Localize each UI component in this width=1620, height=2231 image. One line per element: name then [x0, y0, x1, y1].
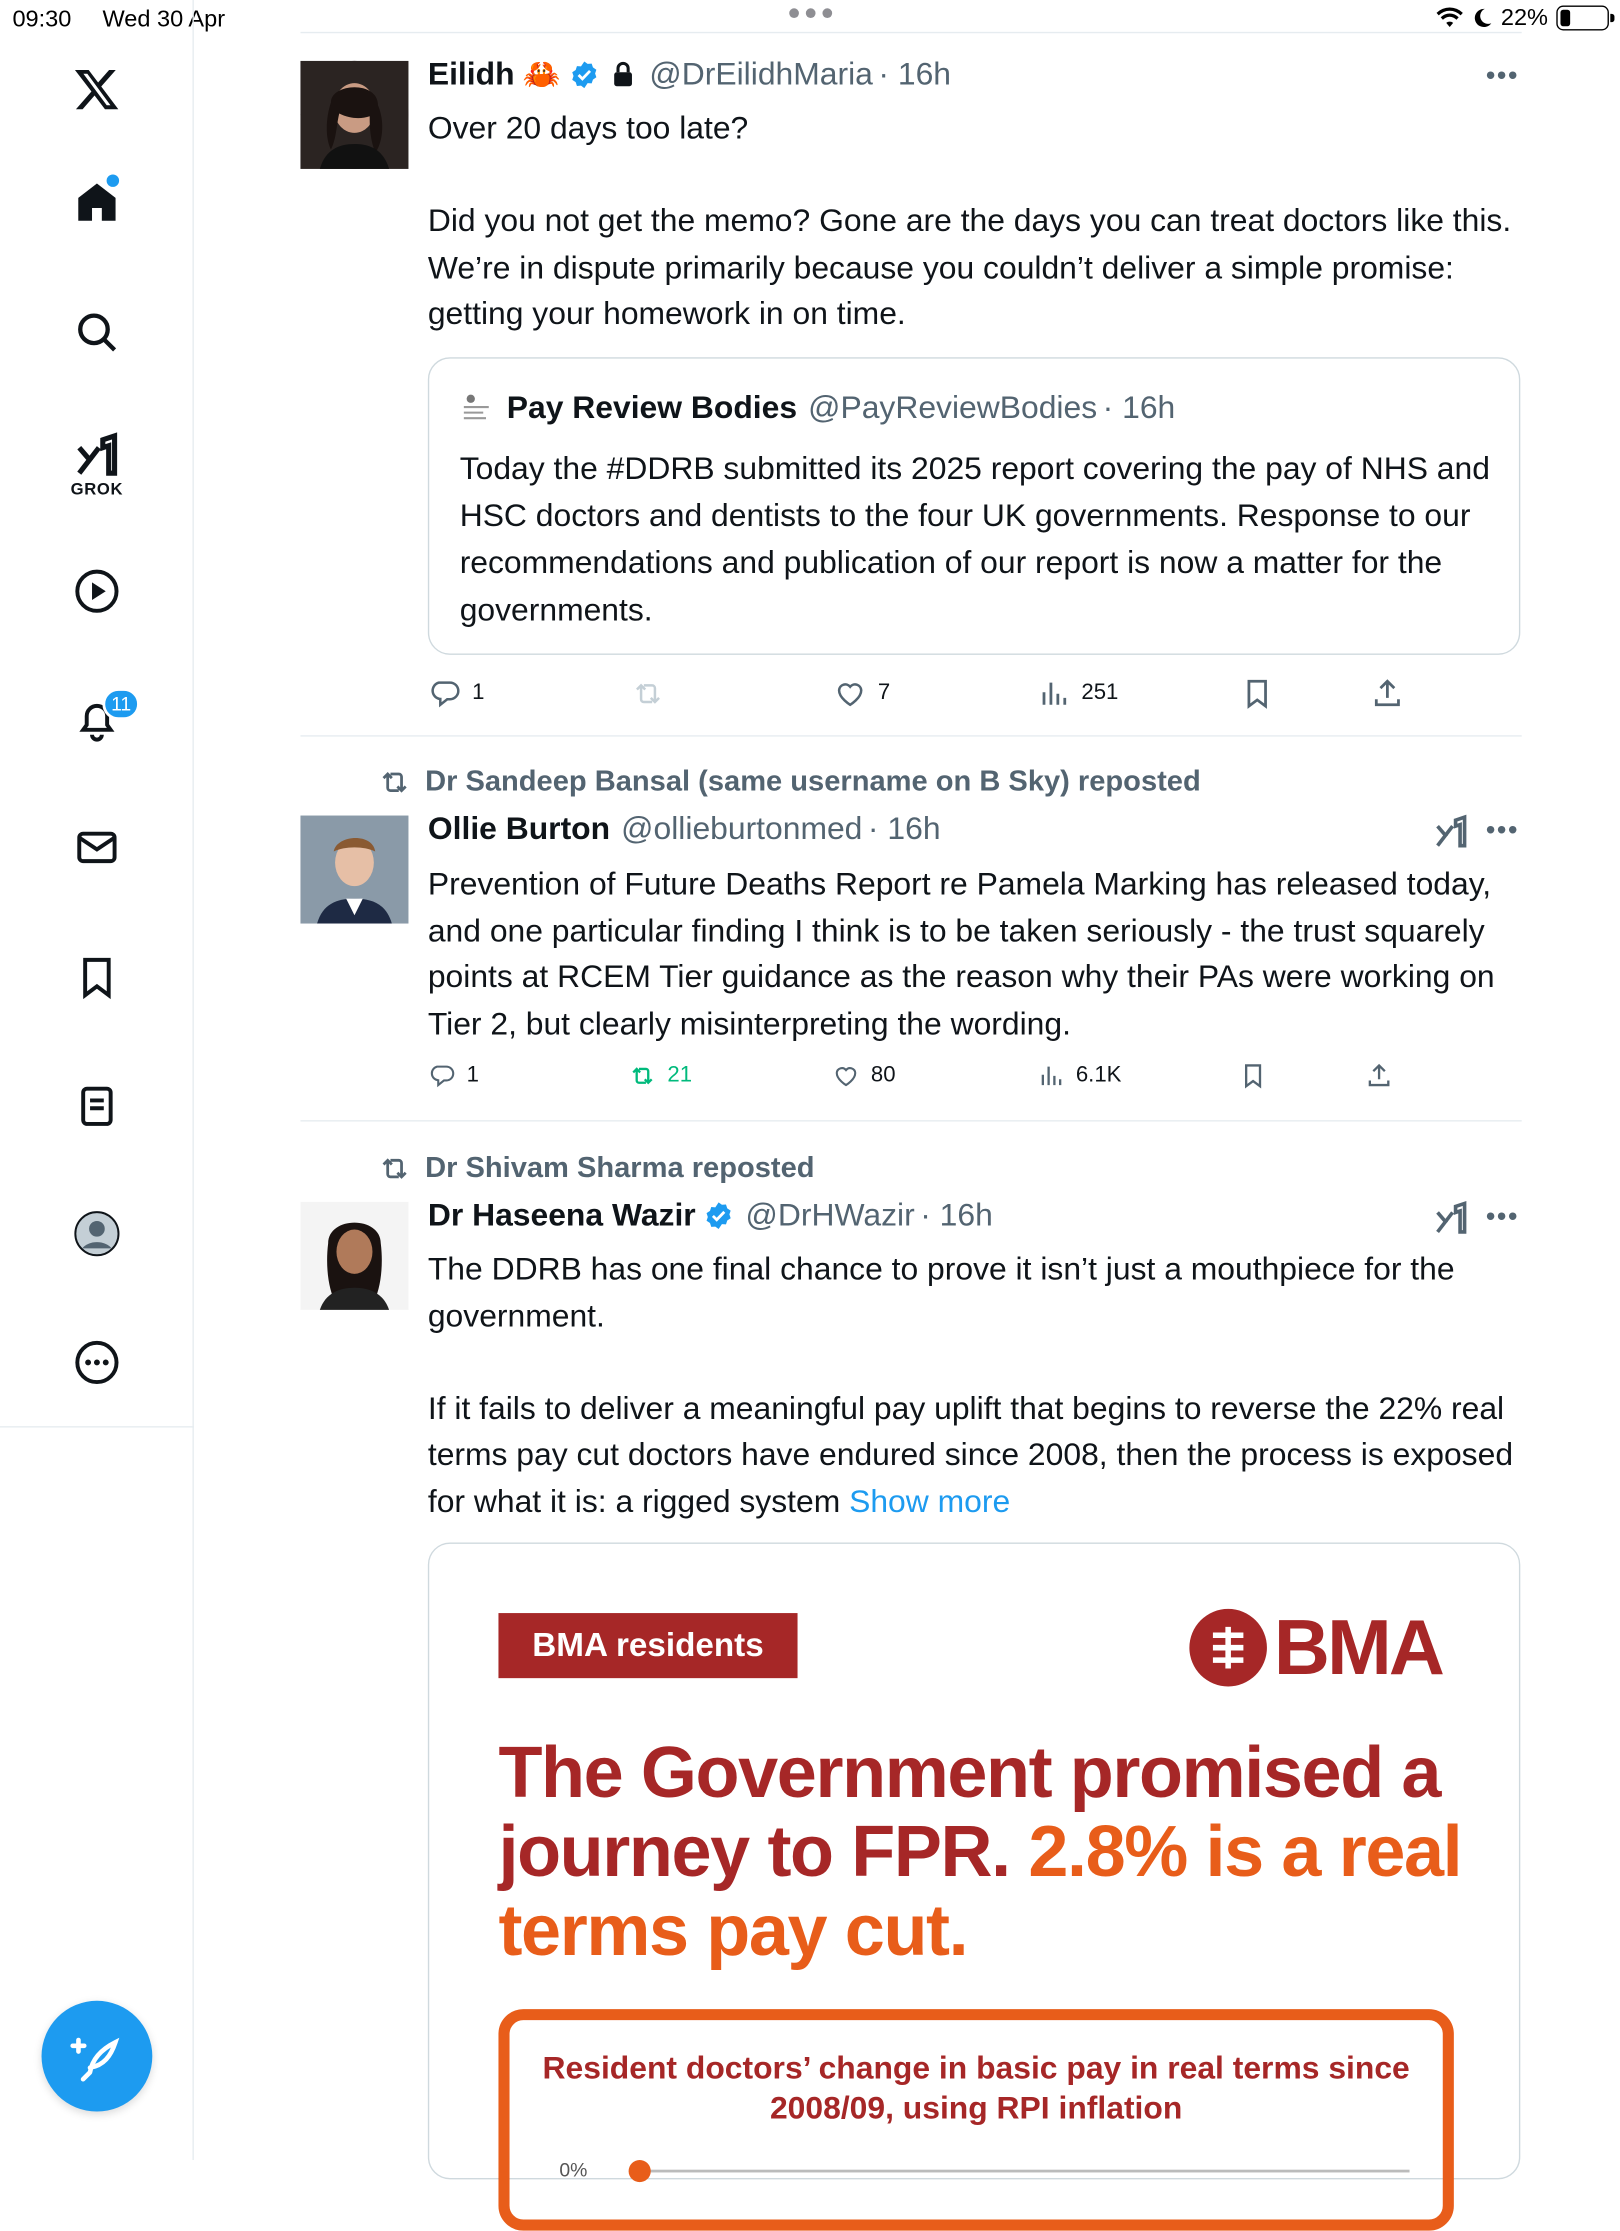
bookmark-icon: [1239, 1062, 1267, 1090]
grok-label: GROK: [70, 479, 124, 499]
reposted-by[interactable]: [378, 766, 1201, 799]
status-time: 09:30: [12, 5, 72, 32]
crab-emoji-icon: 🦀: [522, 56, 561, 91]
multitask-dots[interactable]: [789, 8, 832, 18]
divider: [300, 32, 1521, 33]
more-options-icon[interactable]: [69, 1335, 124, 1390]
tweet-text: [428, 1246, 1529, 1524]
reply-count: 1: [466, 1063, 479, 1087]
bma-logo-text: BMA: [1273, 1603, 1443, 1691]
repost-icon: [378, 1152, 411, 1185]
more-options-icon[interactable]: •••: [1485, 815, 1519, 846]
heart-icon: [834, 677, 867, 710]
share-icon: [1365, 1062, 1393, 1090]
views-button[interactable]: [1037, 677, 1118, 710]
quoted-post-time: · 16h: [1102, 389, 1176, 426]
sidebar-nav: [0, 0, 194, 2160]
author-name[interactable]: Ollie Burton: [427, 809, 611, 846]
quoted-tweet-header: [460, 389, 1176, 426]
verified-badge-icon: [704, 1200, 734, 1230]
video-icon[interactable]: [69, 564, 124, 619]
grok-icon[interactable]: [1433, 1200, 1469, 1236]
author-name[interactable]: Dr Haseena Wazir: [427, 1196, 696, 1233]
share-button[interactable]: [1365, 1062, 1393, 1090]
chart-zero-label: 0%: [559, 2158, 588, 2181]
status-date: Wed 30 Apr: [102, 5, 226, 32]
like-count: 7: [877, 681, 891, 705]
lists-icon[interactable]: [69, 1079, 124, 1134]
more-options-icon[interactable]: •••: [1485, 1201, 1519, 1233]
status-indicators: [1436, 4, 1609, 32]
tweet-header: [428, 1196, 993, 1233]
pay-chart-panel: [498, 2009, 1453, 2231]
like-count: 80: [870, 1063, 896, 1087]
author-handle[interactable]: @ollieburtonmed: [621, 809, 863, 846]
heart-icon: [832, 1062, 860, 1090]
sidebar-divider: [0, 1426, 194, 1427]
avatar[interactable]: [300, 816, 408, 924]
avatar[interactable]: [300, 61, 408, 169]
bma-logo: [1188, 1602, 1442, 1692]
x-logo-icon[interactable]: [69, 61, 124, 116]
quoted-tweet-text: Today the #DDRB submitted its 2025 report covering the pay of NHS and HSC doctors and dentists to the four UK governments. Response to our recommendations and publication of our report is now a matter for the governments.: [459, 449, 1490, 628]
bookmarks-icon[interactable]: [69, 950, 124, 1005]
show-more-link[interactable]: Show more: [849, 1482, 1011, 1519]
graphic-headline: [498, 1735, 1467, 1972]
messages-icon[interactable]: [69, 820, 124, 875]
bookmark-button[interactable]: [1241, 677, 1274, 710]
like-button[interactable]: [832, 1062, 895, 1090]
search-icon[interactable]: [69, 305, 124, 360]
reply-icon: [428, 677, 461, 710]
compose-post-button[interactable]: [42, 2001, 153, 2112]
moon-icon: [1472, 7, 1493, 29]
grok-icon[interactable]: [1433, 814, 1469, 850]
chart-title: Resident doctors’ change in basic pay in real terms since 2008/09, using RPI inflation: [542, 2049, 1410, 2126]
reposted-by[interactable]: [378, 1152, 815, 1185]
wifi-icon: [1436, 7, 1464, 29]
reply-button[interactable]: [428, 1062, 479, 1090]
bookmark-icon: [1241, 677, 1274, 710]
reply-count: 1: [472, 681, 485, 705]
divider: [300, 735, 1521, 736]
tweet-text-body: The DDRB has one final chance to prove it isn’t just a mouthpiece for the government. If it fails to deliver a meaningful pay uplift that begins to reverse the 22% real terms pay cut doctors have endured since 2008, then the process is exposed for what it is: a rigged system: [427, 1250, 1514, 1519]
reposted-by-text: Dr Sandeep Bansal (same username on B Sky) reposted: [425, 765, 1201, 798]
tweet-media-image[interactable]: [428, 1542, 1520, 2179]
verified-badge-icon: [569, 59, 599, 89]
reply-icon: [428, 1062, 456, 1090]
quoted-author-handle: @PayReviewBodies: [808, 389, 1098, 426]
author-handle[interactable]: @DrEilidhMaria: [649, 55, 873, 92]
views-chart-icon: [1037, 1062, 1065, 1090]
lock-icon: [608, 59, 638, 89]
profile-avatar-icon[interactable]: [69, 1206, 124, 1261]
chart-baseline: [634, 2170, 1409, 2173]
battery-percent: 22%: [1500, 4, 1548, 31]
repost-icon: [378, 766, 411, 799]
post-time[interactable]: · 16h: [878, 55, 952, 92]
tweet-header: [428, 55, 951, 92]
battery-icon: [1556, 6, 1609, 31]
reply-button[interactable]: [428, 677, 485, 710]
repost-button[interactable]: [629, 1062, 692, 1090]
headline-part-2: 2.8% is a real terms pay cut.: [498, 1812, 1462, 1972]
more-options-icon[interactable]: •••: [1485, 60, 1519, 92]
repost-icon: [631, 677, 664, 710]
share-icon: [1371, 677, 1404, 710]
compose-feather-icon: [69, 2028, 124, 2083]
bookmark-button[interactable]: [1239, 1062, 1267, 1090]
notifications-badge: 11: [102, 688, 139, 720]
view-count: 251: [1081, 681, 1119, 705]
repost-count: 21: [667, 1063, 693, 1087]
divider: [300, 1120, 1521, 1121]
home-unread-dot: [107, 174, 119, 186]
headline-part-1: The Government promised a journey to FPR.: [498, 1733, 1441, 1893]
author-name[interactable]: Eilidh: [427, 55, 515, 92]
view-count: 6.1K: [1075, 1063, 1122, 1087]
share-button[interactable]: [1371, 677, 1404, 710]
repost-button[interactable]: [631, 677, 664, 710]
reposted-by-text: Dr Shivam Sharma reposted: [425, 1151, 815, 1184]
tweet-header: [428, 810, 941, 847]
avatar[interactable]: [300, 1202, 408, 1310]
repost-icon: [629, 1062, 657, 1090]
pay-review-bodies-logo-icon: [460, 390, 496, 426]
author-handle[interactable]: @DrHWazir: [745, 1196, 915, 1233]
post-time[interactable]: · 16h: [920, 1196, 993, 1233]
tweet-text: Prevention of Future Deaths Report re Pamela Marking has released today, and one particular finding I think is to be taken seriously - the trust squarely points at RCEM Tier guidance as the reason why their PAs were working on Tier 2, but clearly misinterpreting the wording.: [427, 865, 1503, 1041]
grok-icon[interactable]: [69, 428, 124, 483]
tweet-text: Over 20 days too late? Did you not get the memo? Gone are the days you can treat doctors like this. We’re in dispute primarily because you couldn’t deliver a simple promise: getting your homework in on time.: [427, 109, 1512, 331]
chart-start-point: [629, 2160, 651, 2182]
views-button[interactable]: [1037, 1062, 1121, 1090]
quoted-tweet[interactable]: [428, 357, 1520, 655]
quoted-author-name: Pay Review Bodies: [506, 389, 798, 426]
like-button[interactable]: [834, 677, 891, 710]
bma-emblem-icon: [1188, 1607, 1268, 1687]
post-time[interactable]: · 16h: [867, 809, 941, 846]
bma-residents-tag: BMA residents: [498, 1613, 797, 1678]
views-chart-icon: [1037, 677, 1070, 710]
